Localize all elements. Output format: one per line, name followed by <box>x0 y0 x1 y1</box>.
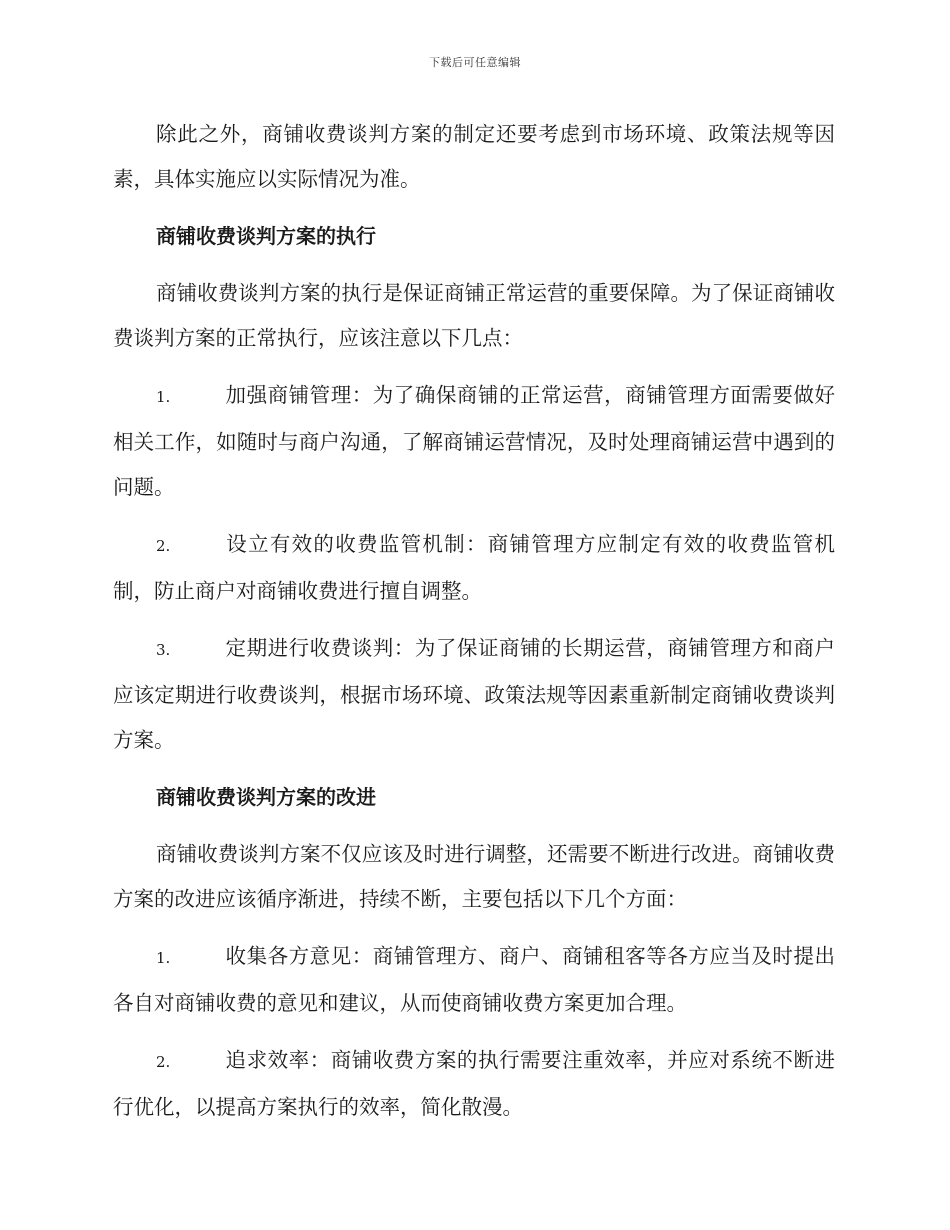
list-number: 2. <box>156 537 171 555</box>
list-item <box>113 934 835 1026</box>
list-item <box>113 1038 835 1130</box>
list-item <box>113 626 835 763</box>
list-text: 加强商铺管理：为了确保商铺的正常运营，商铺管理方面需要做好相关工作，如随时与商户沟通，了解商铺运营情况，及时处理商铺运营中遇到的问题。 <box>113 383 835 499</box>
list-text: 定期进行收费谈判：为了保证商铺的长期运营，商铺管理方和商户应该定期进行收费谈判，根据市场环境、政策法规等因素重新制定商铺收费谈判方案。 <box>113 636 835 752</box>
section-heading-execution: 商铺收费谈判方案的执行 <box>156 224 376 248</box>
list-item <box>113 522 835 614</box>
list-number: 1. <box>156 949 171 967</box>
intro-paragraph: 除此之外，商铺收费谈判方案的制定还要考虑到市场环境、政策法规等因素，具体实施应以实际情况为准。 <box>113 122 835 191</box>
list-number: 3. <box>156 641 171 659</box>
section-heading-improvement: 商铺收费谈判方案的改进 <box>156 785 376 809</box>
list-text: 收集各方意见：商铺管理方、商户、商铺租客等各方应当及时提出各自对商铺收费的意见和建议，从而使商铺收费方案更加合理。 <box>113 944 835 1015</box>
list-number: 1. <box>156 388 171 406</box>
list-text: 追求效率：商铺收费方案的执行需要注重效率，并应对系统不断进行优化，以提高方案执行的效率，简化散漫。 <box>113 1048 835 1119</box>
list-text: 设立有效的收费监管机制：商铺管理方应制定有效的收费监管机制，防止商户对商铺收费进行擅自调整。 <box>113 532 835 603</box>
page-header: 下载后可任意编辑 <box>429 56 521 69</box>
execution-paragraph: 商铺收费谈判方案的执行是保证商铺正常运营的重要保障。为了保证商铺收费谈判方案的正常执行，应该注意以下几点： <box>113 281 835 350</box>
improvement-paragraph: 商铺收费谈判方案不仅应该及时进行调整，还需要不断进行改进。商铺收费方案的改进应该循序渐进，持续不断，主要包括以下几个方面： <box>113 842 835 911</box>
list-item <box>113 373 835 510</box>
document-body <box>113 112 835 1130</box>
list-number: 2. <box>156 1053 171 1071</box>
